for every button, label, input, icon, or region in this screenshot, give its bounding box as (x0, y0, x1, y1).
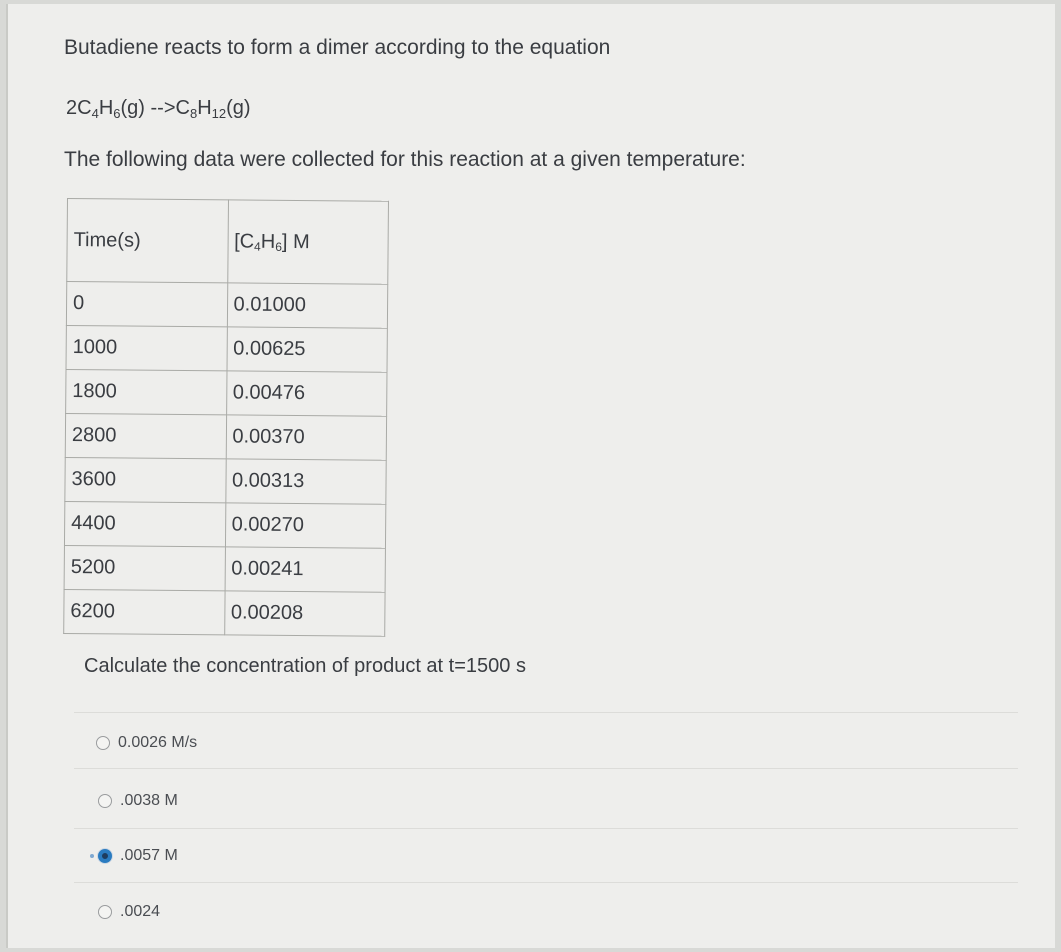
eq-lhs-state-arrow: (g) --> (120, 97, 176, 119)
table-row (65, 457, 386, 504)
table-row (64, 589, 385, 636)
cell-concentration: 0.00476 (226, 371, 387, 416)
cell-concentration: 0.00313 (225, 459, 386, 504)
header-conc-h: H (260, 230, 276, 253)
eq-rhs-hydrogen-sub: 12 (211, 106, 227, 121)
radio-button[interactable] (98, 794, 112, 808)
cell-time: 4400 (64, 501, 225, 546)
answer-option-label: .0038 M (120, 792, 178, 809)
eq-lhs-carbon: C (77, 97, 92, 119)
eq-rhs-state: (g) (226, 97, 251, 119)
header-conc-c-sub: 4 (254, 239, 261, 254)
answer-option-2[interactable] (98, 792, 178, 810)
selection-indicator-dot (90, 854, 94, 858)
cell-time: 5200 (64, 545, 225, 590)
cell-concentration: 0.00241 (225, 547, 386, 592)
divider (74, 828, 1018, 829)
question-card (6, 4, 1055, 948)
eq-lhs-hydrogen: H (98, 97, 114, 119)
radio-button[interactable] (98, 905, 112, 919)
header-time: Time(s) (67, 199, 228, 283)
divider (74, 882, 1018, 883)
eq-lhs-hydrogen-sub: 6 (113, 106, 121, 121)
cell-time: 6200 (64, 589, 225, 634)
eq-lhs-carbon-sub: 4 (91, 106, 99, 121)
cell-time: 2800 (65, 413, 226, 458)
table-row (66, 282, 387, 329)
table-row (64, 545, 385, 592)
eq-rhs-carbon-sub: 8 (189, 106, 198, 121)
cell-time: 1000 (66, 325, 227, 370)
header-conc-close: ] M (281, 230, 310, 253)
header-conc-open: [C (234, 229, 255, 253)
question-intro: Butadiene reacts to form a dimer according to the equation (64, 36, 611, 59)
header-conc-h-sub: 6 (275, 239, 282, 254)
reaction-equation (66, 94, 251, 122)
answer-option-4[interactable] (98, 903, 160, 921)
answer-option-1[interactable] (96, 734, 197, 752)
table-row (66, 369, 387, 416)
question-prompt: Calculate the concentration of product at t=1500 s (84, 655, 526, 677)
answer-option-3[interactable] (98, 847, 178, 865)
answer-option-label: 0.0026 M/s (118, 734, 198, 751)
answer-option-label: .0024 (120, 903, 161, 920)
eq-lhs-coefficient: 2 (66, 97, 78, 119)
table-row (64, 501, 385, 548)
cell-concentration: 0.00370 (226, 415, 387, 460)
data-note: The following data were collected for this reaction at a given temperature: (64, 148, 746, 171)
table-row (66, 325, 387, 372)
cell-concentration: 0.00625 (226, 327, 387, 372)
divider (74, 768, 1018, 769)
cell-time: 3600 (65, 457, 226, 502)
data-table-wrapper (63, 198, 389, 635)
table-header-row (67, 199, 389, 285)
cell-concentration: 0.00208 (224, 591, 385, 636)
cell-concentration: 0.01000 (227, 283, 388, 328)
data-table (63, 198, 389, 637)
cell-time: 1800 (66, 369, 227, 414)
cell-concentration: 0.00270 (225, 503, 386, 548)
eq-rhs-hydrogen: H (197, 97, 212, 119)
answer-option-label: .0057 M (120, 847, 178, 864)
cell-time: 0 (66, 282, 227, 327)
radio-button[interactable] (96, 736, 110, 750)
header-concentration (227, 200, 388, 284)
table-row (65, 413, 386, 460)
divider (74, 712, 1018, 713)
radio-button-selected[interactable] (98, 849, 112, 863)
eq-rhs-carbon: C (175, 97, 190, 119)
